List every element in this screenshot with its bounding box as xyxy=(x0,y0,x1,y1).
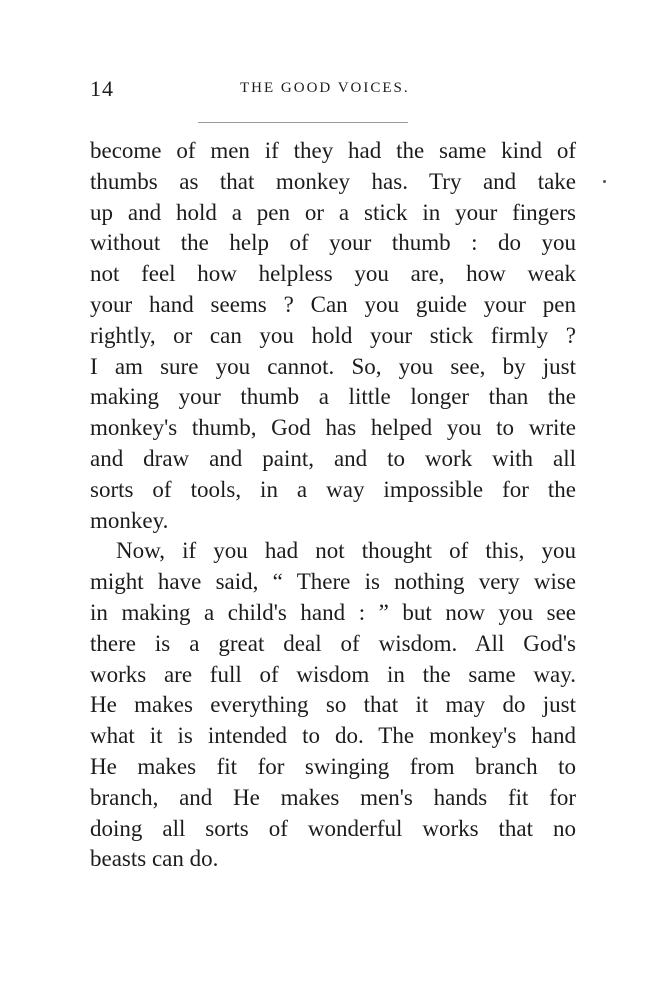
running-title: THE GOOD VOICES. xyxy=(240,80,410,96)
text-line: rightly, or can you hold your stick firmly ? xyxy=(90,322,576,348)
page-header xyxy=(90,76,580,104)
body-text xyxy=(90,136,576,875)
text-line: I am sure you cannot. So, you see, by just xyxy=(90,353,576,379)
text-line: works are full of wisdom in the same way. xyxy=(90,661,576,687)
text-line: up and hold a pen or a stick in your fingers xyxy=(90,199,576,225)
text-line: branch, and He makes men's hands fit for xyxy=(90,784,576,810)
header-rule xyxy=(198,122,408,123)
text-line: He makes fit for swinging from branch to xyxy=(90,753,576,779)
text-line: monkey. xyxy=(90,507,169,533)
text-line: what it is intended to do. The monkey's hand xyxy=(90,723,576,749)
text-line: doing all sorts of wonderful works that no xyxy=(90,815,576,841)
text-line: and draw and paint, and to work with all xyxy=(90,445,576,471)
text-line: Now, if you had not thought of this, you xyxy=(116,538,576,564)
text-line: sorts of tools, in a way impossible for the xyxy=(90,476,576,502)
text-line: He makes everything so that it may do just xyxy=(90,692,576,718)
text-line: monkey's thumb, God has helped you to write xyxy=(90,415,576,441)
text-line: making your thumb a little longer than the xyxy=(90,384,576,410)
text-line: beasts can do. xyxy=(90,846,219,872)
text-line: not feel how helpless you are, how weak xyxy=(90,261,576,287)
text-line: your hand seems ? Can you guide your pen xyxy=(90,291,576,317)
paragraph-1 xyxy=(90,136,576,536)
text-line: become of men if they had the same kind of xyxy=(90,138,576,163)
text-line: there is a great deal of wisdom. All God's xyxy=(90,630,576,656)
stray-ink-mark xyxy=(603,180,606,183)
text-line: in making a child's hand : ” but now you see xyxy=(90,599,576,625)
text-line: without the help of your thumb : do you xyxy=(90,230,576,256)
text-line: thumbs as that monkey has. Try and take xyxy=(90,168,576,194)
paragraph-2 xyxy=(90,536,576,875)
page-number: 14 xyxy=(90,76,114,101)
text-line: might have said, “ There is nothing very wise xyxy=(90,569,576,595)
